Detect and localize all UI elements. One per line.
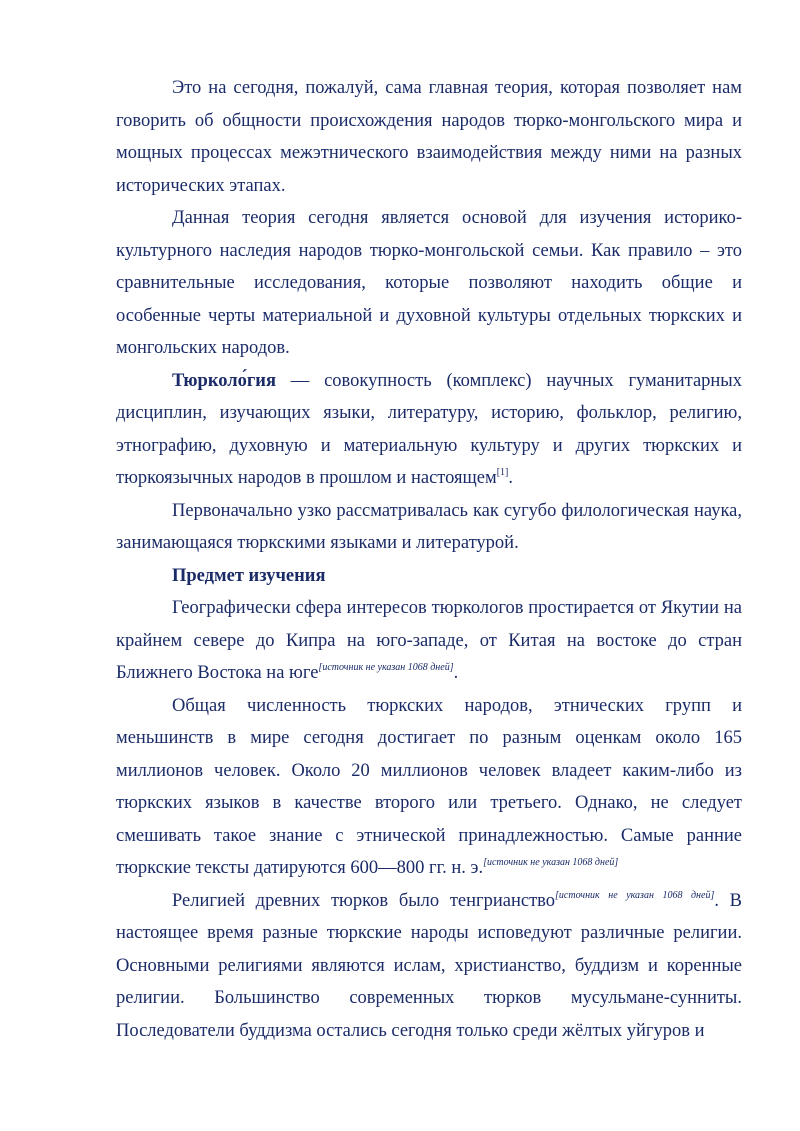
paragraph-theory: Это на сегодня, пожалуй, сама главная теория, которая позволяет нам говорить об общности происхождения народов тюрко-монгольского мира и мощных процессах межэтнического взаимодействия между ними на разных исторических этапах. [116,78,742,196]
religion-text: Религией древних тюрков было тенгрианство [172,890,556,911]
term-turkology: Тюрколо́гия [172,370,276,391]
geography-text: Географически сфера интересов тюркологов простирается от Якутии на крайнем севере до Кипра на юго-западе, от Китая на востоке до стран Ближнего Востока на юге [116,598,742,683]
paragraph-turkology-definition [116,365,742,495]
paragraph-population [116,690,742,885]
citation-needed-note[interactable]: [источник не указан 1068 дней] [318,662,454,673]
religion-rest: . В настоящее время разные тюркские народы исповедуют различные религии. Основными религиями являются ислам, христианство, буддизм и коренные религии. Большинство современных тюрков мусульмане-сунниты. Последователи буддизма остались сегодня только среди жёлтых уйгуров и [116,890,742,1041]
reference-link[interactable]: [1] [496,467,509,478]
geography-end: . [453,663,459,683]
definition-text: — совокупность (комплекс) научных гуманитарных дисциплин, изучающих языки, литературу, историю, фольклор, религию, этнографию, духовную и материальную культуру и других тюркских и тюркоязычных народов в прошлом и настоящем [116,370,742,488]
paragraph-theory-basis: Данная теория сегодня является основой для изучения историко-культурного наследия народов тюрко-монгольской семьи. Как правило – это сравнительные исследования, которые позволяют находить общие и особенные черты материальной и духовной культуры отдельных тюркских и монгольских народов. [116,208,742,358]
citation-needed-note[interactable]: [источник не указан 1068 дней] [483,857,619,868]
paragraph-geography [116,592,742,690]
definition-end: . [508,468,513,488]
section-heading: Предмет изучения [172,565,326,586]
citation-needed-note[interactable]: [источник не указан 1068 дней] [555,889,715,901]
paragraph-philology: Первоначально узко рассматривалась как сугубо филологическая наука, занимающаяся тюркскими языками и литературой. [116,500,742,553]
paragraph-religion [116,885,742,1048]
population-text: Общая численность тюркских народов, этнических групп и меньшинств в мире сегодня достигает по разным оценкам около 165 миллионов человек. Около 20 миллионов человек владеет каким-либо из тюркских языков в качестве второго или третьего. Однако, не следует смешивать такое знание с этнической принадлежностью. Самые ранние тюркские тексты датируются 600—800 гг. н. э. [116,695,742,878]
